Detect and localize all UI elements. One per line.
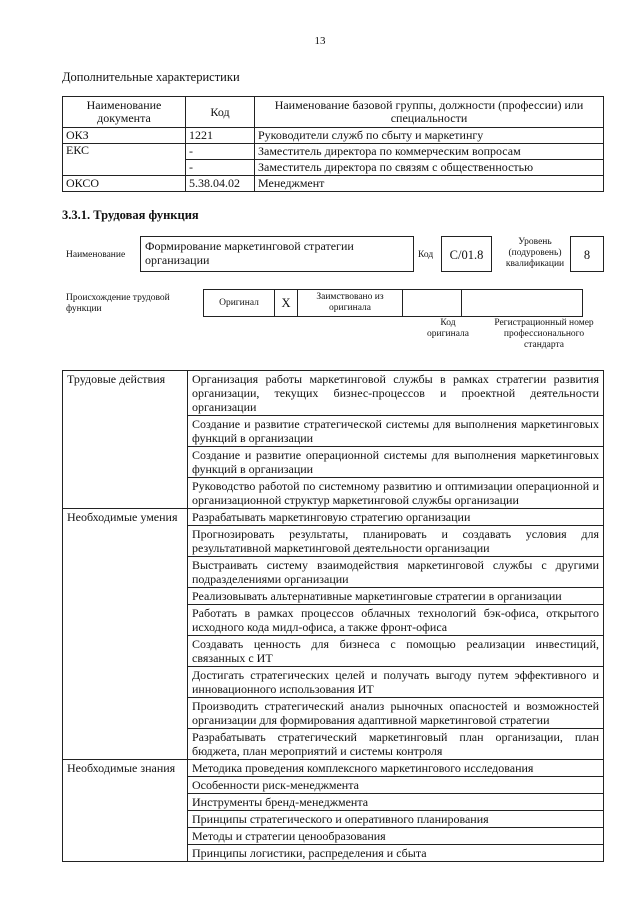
code-value: С/01.8 — [441, 236, 492, 272]
section-item: Работать в рамках процессов облачных технологий бэк-офиса, открытого исходного кода мидл-офиса, а также фронт-офиса — [188, 605, 604, 636]
section-category: Трудовые действия — [63, 371, 188, 509]
section-item: Инструменты бренд-менеджмента — [188, 794, 604, 811]
origin-reg-caption: Регистрационный номер профессионального стандарта — [494, 318, 594, 350]
code-label: Код — [418, 250, 434, 260]
section-category: Необходимые умения — [63, 509, 188, 760]
table-row — [63, 371, 604, 416]
section-item: Разрабатывать стратегический маркетинговый план организации, план бюджета, план мероприятий и системы контроля — [188, 729, 604, 760]
header-document: Наименование документа — [63, 97, 186, 128]
cell-code: 5.38.04.02 — [186, 176, 255, 192]
section-item: Прогнозировать результаты, планировать и создавать условия для результативной маркетинговой деятельности организации — [188, 526, 604, 557]
section-item: Достигать стратегических целей и получать выгоду путем эффективного и инновационного использования ИТ — [188, 667, 604, 698]
cell-group-name: Руководители служб по сбыту и маркетингу — [255, 128, 604, 144]
section-item: Организация работы маркетинговой службы в рамках стратегии развития организации, текущих бизнес-процессов и проектной деятельности организации — [188, 371, 604, 416]
cell-document: ОКСО — [63, 176, 186, 192]
origin-reg-cell — [462, 290, 583, 317]
additional-characteristics-title: Дополнительные характеристики — [62, 70, 240, 84]
level-label: Уровень (подуровень) квалификации — [505, 237, 565, 269]
section-item: Особенности риск-менеджмента — [188, 777, 604, 794]
section-item: Принципы логистики, распределения и сбыта — [188, 845, 604, 862]
characteristics-table — [62, 96, 604, 192]
origin-original: Оригинал — [204, 290, 275, 317]
origin-borrowed: Заимствовано из оригинала — [298, 290, 403, 317]
table-row — [63, 144, 604, 160]
table-row — [63, 176, 604, 192]
header-group-name: Наименование базовой группы, должности (профессии) или специальности — [255, 97, 604, 128]
cell-document: ЕКС — [63, 144, 186, 176]
section-item: Создавать ценность для бизнеса с помощью реализации инвестиций, связанных с ИТ — [188, 636, 604, 667]
section-item: Реализовывать альтернативные маркетинговые стратегии в организации — [188, 588, 604, 605]
section-item: Методика проведения комплексного маркетингового исследования — [188, 760, 604, 777]
labor-function-title: 3.3.1. Трудовая функция — [62, 208, 199, 222]
origin-label: Происхождение трудовой функции — [66, 293, 170, 314]
cell-group-name: Заместитель директора по коммерческим вопросам — [255, 144, 604, 160]
table-row — [63, 760, 604, 777]
origin-code-caption: Код оригинала — [427, 318, 469, 339]
origin-mark: Х — [275, 290, 298, 317]
section-item: Выстраивать систему взаимодействия маркетинговой службы с другими подразделениями организации — [188, 557, 604, 588]
cell-document: ОКЗ — [63, 128, 186, 144]
labor-function-table — [62, 370, 604, 862]
origin-table — [203, 289, 583, 317]
section-category: Необходимые знания — [63, 760, 188, 862]
cell-group-name: Заместитель директора по связям с общественностью — [255, 160, 604, 176]
section-item: Разрабатывать маркетинговую стратегию организации — [188, 509, 604, 526]
section-item: Создание и развитие операционной системы для выполнения маркетинговых функций в организации — [188, 447, 604, 478]
level-value: 8 — [570, 236, 604, 272]
table-row — [63, 509, 604, 526]
name-label: Наименование — [66, 250, 126, 260]
name-value: Формирование маркетинговой стратегии организации — [140, 236, 414, 272]
table-row — [63, 128, 604, 144]
cell-group-name: Менеджмент — [255, 176, 604, 192]
section-item: Принципы стратегического и оперативного планирования — [188, 811, 604, 828]
cell-code: - — [186, 144, 255, 160]
origin-code-cell — [403, 290, 462, 317]
section-item: Руководство работой по системному развитию и оптимизации операционной и организационной структур маркетинговой службы организации — [188, 478, 604, 509]
page-number: 13 — [314, 35, 326, 47]
section-item: Создание и развитие стратегической системы для выполнения маркетинговых функций в организации — [188, 416, 604, 447]
section-item: Производить стратегический анализ рыночных опасностей и возможностей организации для формирования адаптивной маркетинговой стратегии — [188, 698, 604, 729]
cell-code: 1221 — [186, 128, 255, 144]
section-item: Методы и стратегии ценообразования — [188, 828, 604, 845]
cell-code: - — [186, 160, 255, 176]
header-code: Код — [186, 97, 255, 128]
